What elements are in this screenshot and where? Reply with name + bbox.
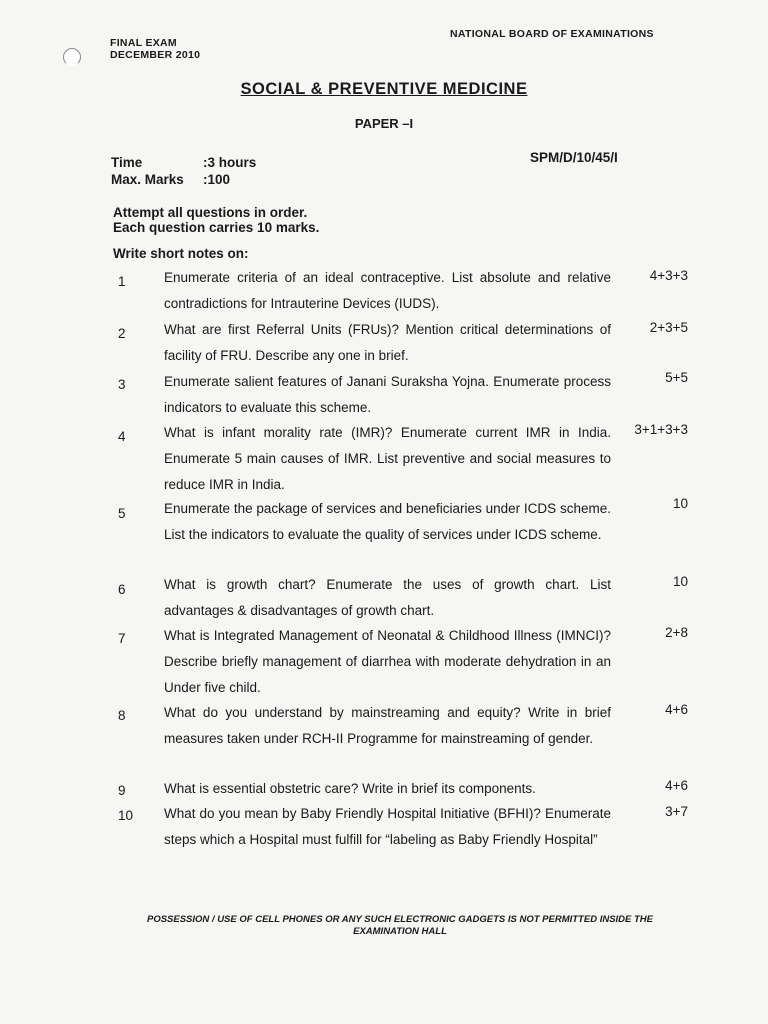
question-number: 8 bbox=[118, 708, 126, 723]
question-number: 7 bbox=[118, 631, 126, 646]
question-marks: 10 bbox=[672, 574, 688, 589]
instructions bbox=[113, 205, 319, 235]
question-text: What do you understand by mainstreaming and equity? Write in brief measures taken under RCH-II Programme for mainstreaming of gender. bbox=[164, 705, 611, 746]
question-text: What is Integrated Management of Neonatal & Childhood Illness (IMNCI)? Describe briefly management of diarrhea with moderate dehydration in an Under five child. bbox=[164, 628, 611, 695]
exam-date: DECEMBER 2010 bbox=[110, 49, 201, 61]
question-text: Enumerate salient features of Janani Suraksha Yojna. Enumerate process indicators to evaluate this scheme. bbox=[164, 374, 611, 415]
punch-hole-icon bbox=[63, 48, 81, 66]
question-text: What is essential obstetric care? Write in brief its components. bbox=[164, 781, 536, 796]
time-label: Time bbox=[111, 155, 143, 170]
question-number: 5 bbox=[118, 506, 126, 521]
question-marks: 4+3+3 bbox=[649, 268, 688, 283]
question-number: 1 bbox=[118, 274, 126, 289]
question-text: What do you mean by Baby Friendly Hospital Initiative (BFHI)? Enumerate steps which a Hospital must fulfill for “labeling as Baby Friendly Hospital” bbox=[164, 806, 611, 847]
footer-line: EXAMINATION HALL bbox=[353, 926, 447, 937]
footer-notice bbox=[130, 914, 670, 938]
question-text: What is growth chart? Enumerate the uses of growth chart. List advantages & disadvantages of growth chart. bbox=[164, 577, 611, 618]
time-value: :3 hours bbox=[203, 155, 257, 170]
question-number: 9 bbox=[118, 783, 126, 798]
question-number: 3 bbox=[118, 377, 126, 392]
question-number: 2 bbox=[118, 326, 126, 341]
question-text: What is infant morality rate (IMR)? Enumerate current IMR in India. Enumerate 5 main causes of IMR. List preventive and social measures to reduce IMR in India. bbox=[164, 425, 611, 492]
instruction-line: Each question carries 10 marks. bbox=[113, 220, 320, 235]
question-text: Enumerate criteria of an ideal contraceptive. List absolute and relative contradictions for Intrauterine Devices (IUDS). bbox=[164, 270, 611, 311]
question-marks: 4+6 bbox=[665, 702, 688, 717]
question-marks: 4+6 bbox=[665, 778, 688, 793]
paper-title: SOCIAL & PREVENTIVE MEDICINE bbox=[240, 80, 528, 98]
section-heading: Write short notes on: bbox=[113, 246, 249, 261]
question-text: What are first Referral Units (FRUs)? Mention critical determinations of facility of FRU. Describe any one in brief. bbox=[164, 322, 611, 363]
question-marks: 2+8 bbox=[665, 625, 688, 640]
exam-meta bbox=[111, 154, 256, 188]
question-marks: 3+1+3+3 bbox=[634, 422, 688, 437]
question-marks: 3+7 bbox=[665, 804, 688, 819]
question-text: Enumerate the package of services and beneficiaries under ICDS scheme. List the indicators to evaluate the quality of services under ICDS scheme. bbox=[164, 501, 611, 542]
instruction-line: Attempt all questions in order. bbox=[113, 205, 308, 220]
footer-line: POSSESSION / USE OF CELL PHONES OR ANY SUCH ELECTRONIC GADGETS IS NOT PERMITTED INSIDE THE bbox=[146, 914, 654, 925]
question-marks: 5+5 bbox=[665, 370, 688, 385]
exam-label: FINAL EXAM bbox=[110, 37, 177, 49]
paper-number: PAPER –I bbox=[354, 116, 414, 131]
exam-info bbox=[110, 37, 200, 61]
paper-code: SPM/D/10/45/I bbox=[530, 150, 618, 165]
max-marks-value: :100 bbox=[203, 172, 231, 187]
question-number: 6 bbox=[118, 582, 126, 597]
question-number: 10 bbox=[118, 808, 134, 823]
question-number: 4 bbox=[118, 429, 126, 444]
max-marks-label: Max. Marks bbox=[111, 172, 184, 187]
question-marks: 2+3+5 bbox=[649, 320, 688, 335]
board-name: NATIONAL BOARD OF EXAMINATIONS bbox=[450, 28, 654, 40]
question-marks: 10 bbox=[672, 496, 688, 511]
